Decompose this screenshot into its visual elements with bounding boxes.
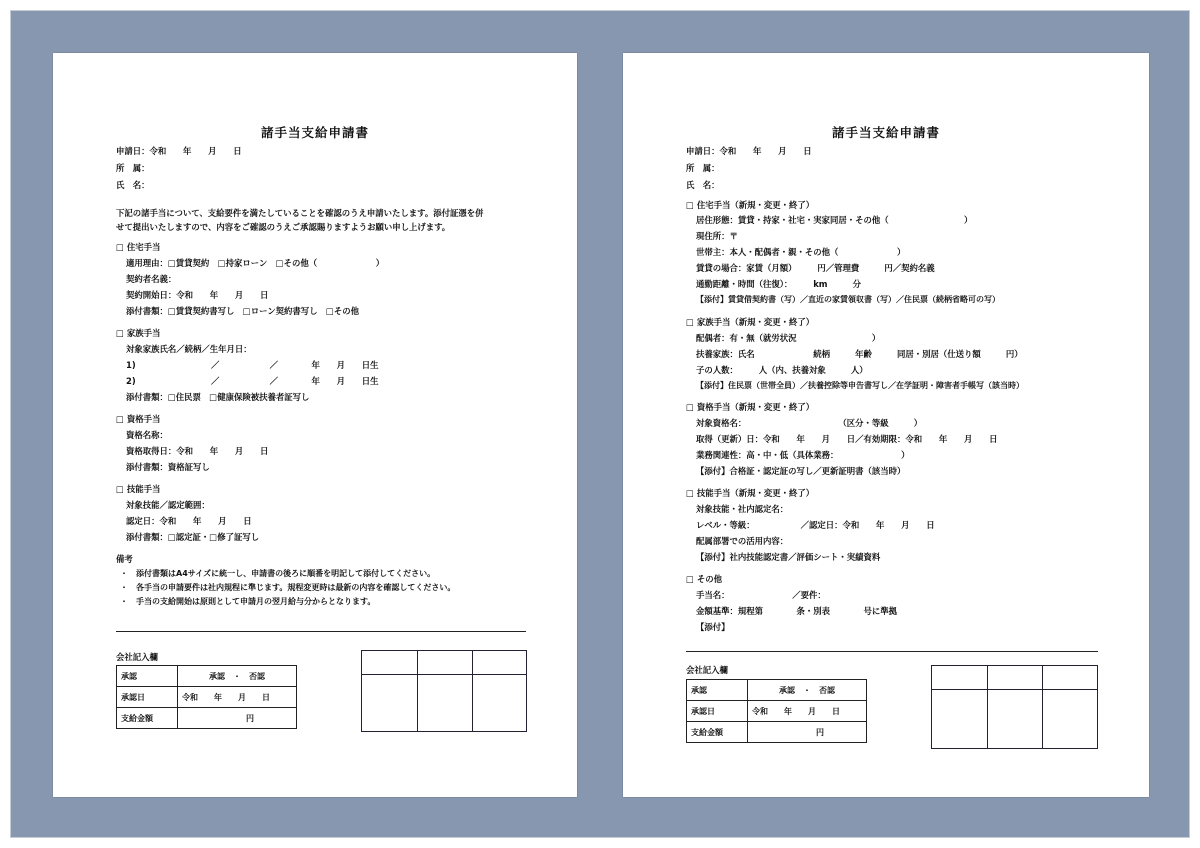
form-line: 扶養家族：氏名 続柄 年齢 同居・別居（仕送り額 円）	[696, 349, 1023, 359]
table-cell-label: 承認	[687, 680, 748, 701]
table-cell-value: 承認 ・ 否認	[748, 680, 867, 701]
table-row	[687, 680, 867, 701]
form-line: 添付書類：□認定証・□修了証写し	[126, 532, 260, 542]
form-line: 対象資格名： （区分・等級 ）	[696, 418, 923, 428]
department-field: 所 属：	[686, 163, 720, 173]
section-heading-qualification: □ 資格手当	[116, 414, 161, 424]
table-cell-label: 承認	[117, 666, 178, 687]
page-title: 諸手当支給申請書	[831, 125, 940, 140]
form-line: 居住形態：賃貸・持家・社宅・実家同居・その他（ ）	[696, 215, 973, 225]
note-item: ・ 手当の支給開始は原則として申請月の翌月給与分からとなります。	[120, 597, 376, 606]
document-page-left	[53, 53, 577, 797]
form-line: 契約者名義：	[126, 274, 177, 284]
table-cell-label: 支給金額	[117, 708, 178, 729]
grid-line	[417, 651, 418, 731]
table-row	[687, 701, 867, 722]
form-line: 対象家族氏名／続柄／生年月日：	[126, 344, 252, 354]
intro-text: せて提出いたしますので、内容をご確認のうえご承認賜りますようお願い申し上げます。	[116, 222, 451, 232]
intro-text: 下記の諸手当について、支給要件を満たしていることを確認のうえ申請いたします。添付証憑を併	[116, 208, 484, 218]
table-row	[117, 708, 297, 729]
section-heading-other: □ その他	[686, 574, 722, 584]
form-line: 子の人数： 人（内、扶養対象 人）	[696, 365, 868, 375]
section-heading-housing: □ 住宅手当（新規・変更・終了）	[686, 200, 815, 210]
company-use-heading: 会社記入欄	[116, 652, 158, 662]
table-cell-value: 令和 年 月 日	[178, 687, 297, 708]
form-line: 【添付】賃貸借契約書（写）／直近の家賃領収書（写）／住民票（続柄省略可の写）	[696, 295, 1000, 304]
section-heading-qualification: □ 資格手当（新規・変更・終了）	[686, 402, 815, 412]
form-line: レベル・等級： ／認定日：令和 年 月 日	[696, 520, 935, 530]
form-line: 金額基準：規程第 条・別表 号に準拠	[696, 606, 897, 616]
table-row	[687, 722, 867, 743]
divider	[116, 631, 526, 632]
company-use-table	[686, 679, 867, 743]
form-line: 資格取得日：令和 年 月 日	[126, 446, 269, 456]
form-line: 現住所：〒	[696, 231, 738, 241]
table-cell-value: 円	[178, 708, 297, 729]
grid-line	[1042, 666, 1043, 748]
table-row	[117, 687, 297, 708]
note-item: ・ 添付書類はA4サイズに統一し、申請書の後ろに順番を明記して添付してください。	[120, 569, 436, 578]
grid-line	[987, 666, 988, 748]
application-date: 申請日：令和 年 月 日	[116, 146, 242, 156]
table-cell-label: 承認日	[687, 701, 748, 722]
form-line: 添付書類：□住民票 □健康保険被扶養者証写し	[126, 392, 310, 402]
form-line: 【添付】社内技能認定書／評価シート・実績資料	[696, 552, 881, 562]
form-line: 業務関連性：高・中・低（具体業務： ）	[696, 450, 910, 460]
form-line: 資格名称：	[126, 430, 168, 440]
notes-heading: 備考	[116, 554, 133, 564]
note-item: ・ 各手当の申請要件は社内規程に準じます。規程変更時は最新の内容を確認してください。	[120, 583, 456, 592]
form-line: 【添付】	[696, 622, 730, 632]
approval-stamp-grid	[931, 665, 1098, 749]
section-heading-housing: □ 住宅手当	[116, 242, 161, 252]
form-line: 配偶者：有・無（就労状況 ）	[696, 333, 881, 343]
table-cell-value: 円	[748, 722, 867, 743]
page-title: 諸手当支給申請書	[260, 125, 369, 140]
application-date: 申請日：令和 年 月 日	[686, 146, 812, 156]
form-line: 対象技能／認定範囲：	[126, 500, 210, 510]
section-heading-skill: □ 技能手当	[116, 484, 161, 494]
form-line: 通勤距離・時間（往復）： km 分	[696, 279, 862, 289]
form-line: 配属部署での活用内容：	[696, 536, 789, 546]
grid-line	[472, 651, 473, 731]
form-line: 1) ／ ／ 年 月 日生	[126, 360, 379, 370]
section-heading-family: □ 家族手当（新規・変更・終了）	[686, 317, 815, 327]
form-line: 【添付】合格証・認定証の写し／更新証明書（該当時）	[696, 466, 906, 476]
form-line: 適用理由：□賃貸契約 □持家ローン □その他（ ）	[126, 258, 385, 268]
grid-line	[932, 689, 1097, 690]
form-line: 2) ／ ／ 年 月 日生	[126, 376, 379, 386]
form-line: 賃貸の場合：家賃（月額） 円／管理費 円／契約名義	[696, 263, 935, 273]
name-field: 氏 名：	[116, 180, 150, 190]
form-line: 添付書類：□賃貸契約書写し □ローン契約書写し □その他	[126, 306, 359, 316]
table-cell-value: 承認 ・ 否認	[178, 666, 297, 687]
divider	[686, 651, 1098, 652]
form-line: 対象技能・社内認定名：	[696, 504, 789, 514]
section-heading-family: □ 家族手当	[116, 328, 161, 338]
table-cell-value: 令和 年 月 日	[748, 701, 867, 722]
grid-line	[362, 674, 526, 675]
form-line: 手当名： ／要件：	[696, 590, 826, 600]
form-line: 【添付】住民票（世帯全員）／扶養控除等申告書写し／在学証明・障害者手帳写（該当時）	[696, 381, 1024, 390]
form-line: 契約開始日：令和 年 月 日	[126, 290, 269, 300]
table-row	[117, 666, 297, 687]
name-field: 氏 名：	[686, 180, 720, 190]
viewer-background	[10, 10, 1190, 838]
document-page-right	[623, 53, 1149, 797]
form-line: 認定日：令和 年 月 日	[126, 516, 252, 526]
form-line: 世帯主：本人・配偶者・親・その他（ ）	[696, 247, 906, 257]
approval-stamp-grid	[361, 650, 527, 732]
table-cell-label: 支給金額	[687, 722, 748, 743]
company-use-heading: 会社記入欄	[686, 665, 728, 675]
section-heading-skill: □ 技能手当（新規・変更・終了）	[686, 488, 815, 498]
form-line: 添付書類：資格証写し	[126, 462, 210, 472]
company-use-table	[116, 665, 297, 729]
department-field: 所 属：	[116, 163, 150, 173]
form-line: 取得（更新）日：令和 年 月 日／有効期限：令和 年 月 日	[696, 434, 998, 444]
table-cell-label: 承認日	[117, 687, 178, 708]
